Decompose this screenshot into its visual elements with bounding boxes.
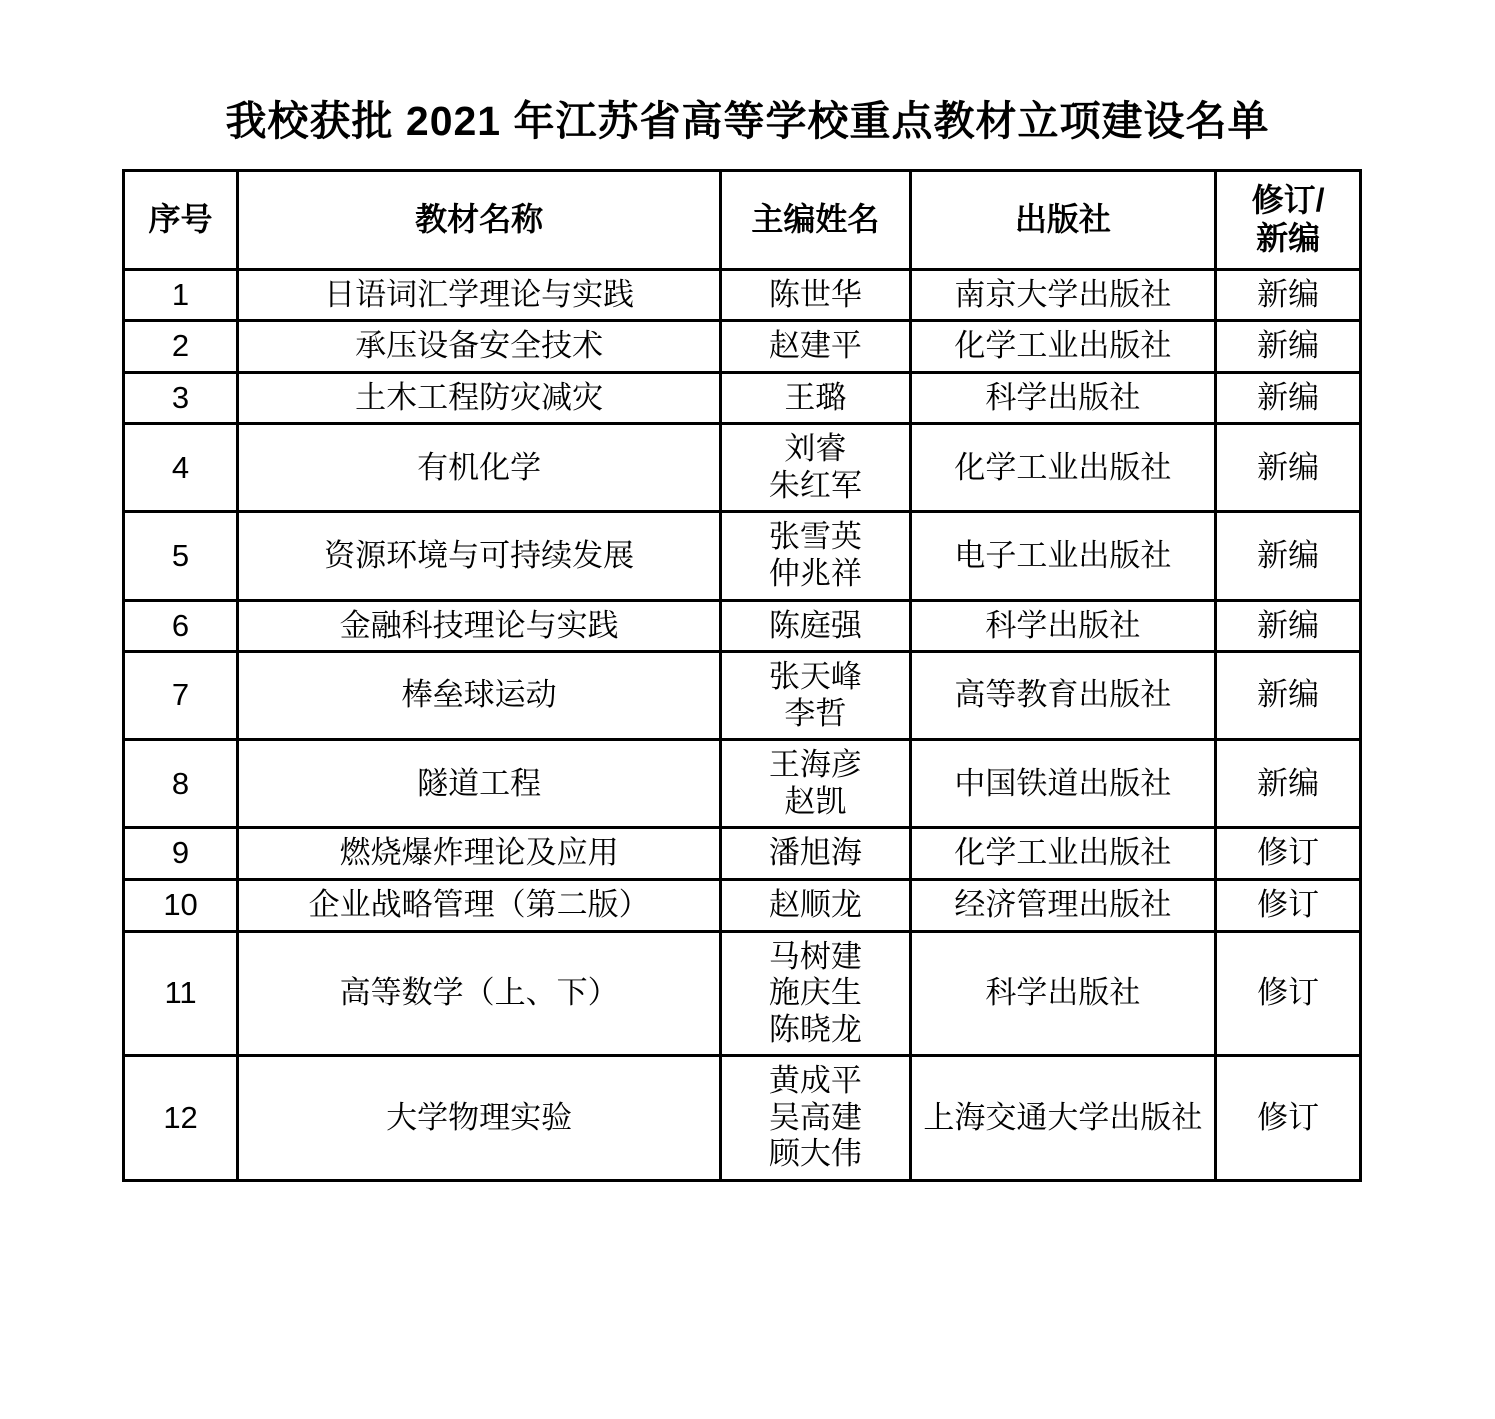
cell-type: 修订 [1216,828,1361,880]
cell-textbook-name: 日语词汇学理论与实践 [238,269,721,321]
editor-name: 仲兆祥 [768,555,862,591]
cell-type: 新编 [1216,372,1361,424]
editor-name: 赵顺龙 [768,887,862,923]
table-row [124,652,1361,740]
cell-type: 新编 [1216,600,1361,652]
table-row [124,512,1361,600]
column-header-type-line1: 修订/ [1251,182,1325,218]
cell-chief-editor [721,1056,911,1181]
column-header-name: 教材名称 [238,171,721,270]
editor-name: 马树建 [768,938,862,974]
cell-chief-editor [721,880,911,932]
column-header-chief-editor: 主编姓名 [721,171,911,270]
cell-publisher: 上海交通大学出版社 [910,1056,1216,1181]
table-row [124,931,1361,1056]
cell-type: 修订 [1216,931,1361,1056]
editor-name: 顾大伟 [768,1136,862,1172]
editor-name: 陈世华 [768,276,862,312]
editor-name: 张天峰 [768,659,862,695]
textbook-list-table [122,169,1362,1182]
editor-name: 吴高建 [768,1099,862,1135]
table-row [124,1056,1361,1181]
cell-no: 6 [124,600,238,652]
cell-type: 新编 [1216,321,1361,373]
table-container [0,169,1495,1182]
cell-no: 5 [124,512,238,600]
cell-chief-editor [721,269,911,321]
editor-name: 赵凯 [784,783,847,819]
table-row [124,372,1361,424]
column-header-publisher: 出版社 [910,171,1216,270]
cell-publisher: 电子工业出版社 [910,512,1216,600]
cell-no: 3 [124,372,238,424]
table-row [124,880,1361,932]
cell-chief-editor [721,600,911,652]
cell-publisher: 高等教育出版社 [910,652,1216,740]
cell-publisher: 科学出版社 [910,600,1216,652]
editor-name: 施庆生 [768,975,862,1011]
editor-name: 陈晓龙 [768,1011,862,1047]
cell-no: 9 [124,828,238,880]
cell-chief-editor [721,512,911,600]
table-row [124,828,1361,880]
cell-type: 新编 [1216,740,1361,828]
cell-no: 10 [124,880,238,932]
editor-name: 陈庭强 [768,607,862,643]
cell-no: 11 [124,931,238,1056]
column-header-type-line2: 新编 [1256,219,1321,256]
cell-textbook-name: 大学物理实验 [238,1056,721,1181]
cell-textbook-name: 土木工程防灾减灾 [238,372,721,424]
cell-chief-editor [721,424,911,512]
cell-publisher: 经济管理出版社 [910,880,1216,932]
editor-name: 刘睿 [784,431,847,467]
cell-chief-editor [721,828,911,880]
table-row [124,740,1361,828]
table-row [124,269,1361,321]
column-header-no: 序号 [124,171,238,270]
editor-name: 赵建平 [768,328,862,364]
cell-no: 12 [124,1056,238,1181]
cell-no: 7 [124,652,238,740]
cell-publisher: 科学出版社 [910,372,1216,424]
editor-name: 黄成平 [768,1063,862,1099]
cell-textbook-name: 燃烧爆炸理论及应用 [238,828,721,880]
editor-name: 张雪英 [768,519,862,555]
cell-chief-editor [721,740,911,828]
cell-chief-editor [721,652,911,740]
cell-chief-editor [721,321,911,373]
cell-textbook-name: 承压设备安全技术 [238,321,721,373]
table-row [124,424,1361,512]
cell-textbook-name: 有机化学 [238,424,721,512]
editor-name: 王海彦 [768,747,862,783]
cell-type: 修订 [1216,880,1361,932]
cell-type: 修订 [1216,1056,1361,1181]
cell-textbook-name: 金融科技理论与实践 [238,600,721,652]
table-body [124,269,1361,1181]
editor-name: 李哲 [784,695,847,731]
page-title: 我校获批 2021 年江苏省高等学校重点教材立项建设名单 [225,98,1270,144]
cell-textbook-name: 资源环境与可持续发展 [238,512,721,600]
cell-type: 新编 [1216,512,1361,600]
cell-type: 新编 [1216,652,1361,740]
cell-chief-editor [721,372,911,424]
cell-textbook-name: 隧道工程 [238,740,721,828]
table-row [124,600,1361,652]
cell-no: 1 [124,269,238,321]
editor-name: 潘旭海 [768,835,862,871]
cell-publisher: 化学工业出版社 [910,424,1216,512]
cell-publisher: 中国铁道出版社 [910,740,1216,828]
cell-publisher: 化学工业出版社 [910,321,1216,373]
cell-no: 2 [124,321,238,373]
cell-publisher: 化学工业出版社 [910,828,1216,880]
table-header-row [124,171,1361,270]
editor-name: 王璐 [784,379,847,415]
cell-textbook-name: 企业战略管理（第二版） [238,880,721,932]
cell-publisher: 南京大学出版社 [910,269,1216,321]
cell-publisher: 科学出版社 [910,931,1216,1056]
editor-name: 朱红军 [768,467,862,503]
column-header-type [1216,171,1361,270]
cell-textbook-name: 高等数学（上、下） [238,931,721,1056]
cell-no: 4 [124,424,238,512]
cell-textbook-name: 棒垒球运动 [238,652,721,740]
cell-chief-editor [721,931,911,1056]
cell-type: 新编 [1216,269,1361,321]
cell-no: 8 [124,740,238,828]
table-row [124,321,1361,373]
table-header [124,171,1361,270]
cell-type: 新编 [1216,424,1361,512]
